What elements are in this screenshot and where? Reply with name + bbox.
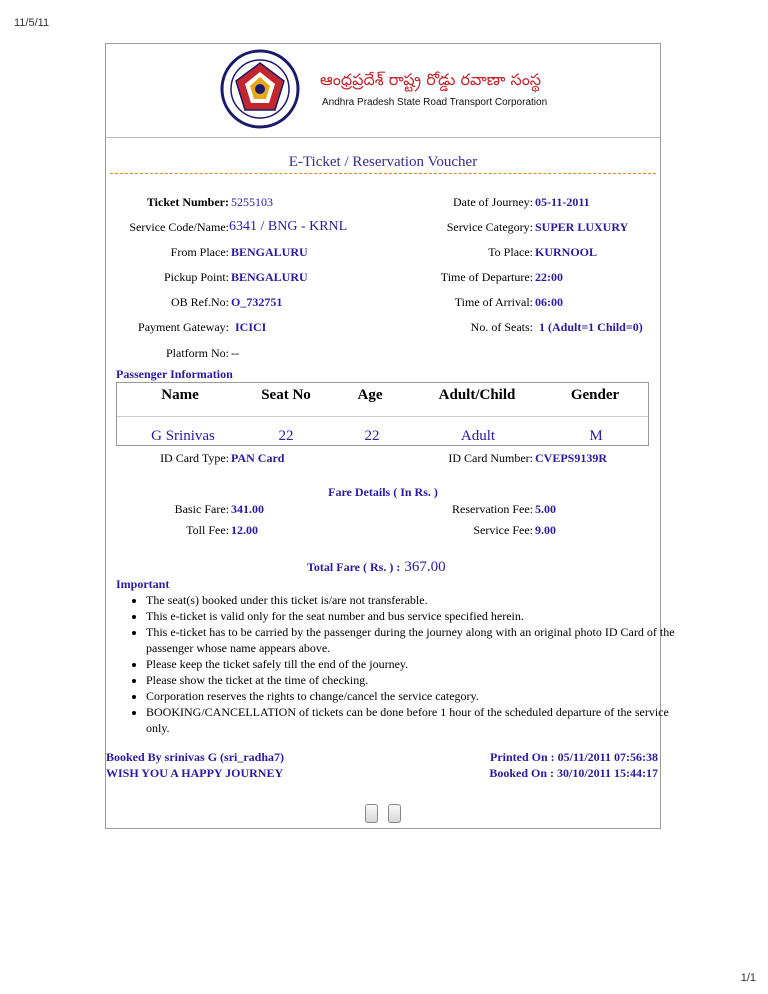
time-of-departure-value: 22:00 [535,270,563,284]
passenger-gender: M [589,428,603,444]
no-of-seats-label: No. of Seats: [470,320,533,334]
service-code-label: Service Code/Name: [129,220,229,234]
col-header-name: Name [161,387,199,403]
payment-gateway-label: Payment Gateway: [138,320,229,334]
platform-no-value: -- [231,346,239,360]
total-fare-value: 367.00 [404,559,446,575]
passenger-name: G Srinivas [151,428,215,444]
org-name-telugu: ఆంధ్రప్రదేశ్ రాష్ట్ర రోడ్డు రవాణా సంస్థ [320,70,542,89]
passenger-seat: 22 [278,428,294,444]
important-title: Important [116,577,170,591]
booked-by: Booked By srinivas G (sri_radha7) [106,750,285,764]
printed-on: Printed On : 05/11/2011 07:56:38 [490,750,658,764]
reservation-fee-value: 5.00 [535,502,556,516]
col-header-seat: Seat No [261,387,311,403]
print-date: 11/5/11 [14,17,50,29]
passenger-table-divider [117,416,648,417]
time-of-arrival-label: Time of Arrival: [454,295,533,309]
time-of-arrival-value: 06:00 [535,295,563,309]
service-category-value: SUPER LUXURY [535,220,629,234]
col-header-gender: Gender [570,387,620,403]
org-name-english: Andhra Pradesh State Road Transport Corporation [322,97,548,108]
close-button[interactable] [388,804,401,823]
list-item: • This e-ticket is valid only for the seat number and bus service specified herein. [146,608,686,624]
ob-ref-value: O_732751 [231,295,283,309]
id-card-number-label: ID Card Number: [448,451,533,465]
list-item: • Please keep the ticket safely till the end of the journey. [146,656,686,672]
list-item: • Corporation reserves the rights to change/cancel the service category. [146,688,686,704]
list-item: • This e-ticket has to be carried by the passenger during the journey along with an original photo ID Card of the passenger whose name appears above. [146,624,686,656]
service-code-value: 6341 / BNG - KRNL [229,219,348,234]
toll-fee-value: 12.00 [231,523,258,537]
list-item: • BOOKING/CANCELLATION of tickets can be done before 1 hour of the scheduled departure of the service only. [146,704,686,736]
ticket-number-value: 5255103 [231,195,273,209]
pickup-point-label: Pickup Point: [163,270,229,284]
toll-fee-label: Toll Fee: [186,523,229,537]
date-of-journey-label: Date of Journey: [453,195,533,209]
basic-fare-label: Basic Fare: [174,502,229,516]
pickup-point-value: BENGALURU [231,270,308,284]
wish-message: WISH YOU A HAPPY JOURNEY [106,766,284,780]
to-place-label: To Place: [488,245,533,259]
col-header-adult-child: Adult/Child [438,387,516,403]
total-fare [307,558,446,576]
payment-gateway-value: ICICI [235,320,267,334]
passenger-adult-child: Adult [460,428,496,444]
print-button[interactable] [365,804,378,823]
id-card-type-value: PAN Card [231,451,285,465]
ob-ref-label: OB Ref.No: [171,295,229,309]
fare-section-title: Fare Details ( In Rs. ) [328,485,438,499]
passenger-age: 22 [364,428,380,444]
ticket-number-label: Ticket Number: [146,195,229,209]
to-place-value: KURNOOL [535,245,598,259]
reservation-fee-label: Reservation Fee: [452,502,533,516]
service-fee-label: Service Fee: [473,523,533,537]
from-place-value: BENGALURU [231,245,308,259]
page-number: 1/1 [740,972,756,984]
list-item: • The seat(s) booked under this ticket is/are not transferable. [146,592,686,608]
from-place-label: From Place: [170,245,229,259]
booked-on: Booked On : 30/10/2011 15:44:17 [489,766,658,780]
total-fare-label: Total Fare ( Rs. ) : [307,560,401,574]
no-of-seats-value: 1 (Adult=1 Child=0) [539,320,643,334]
date-of-journey-value: 05-11-2011 [535,195,590,209]
service-category-label: Service Category: [446,220,533,234]
id-card-number-value: CVEPS9139R [535,451,608,465]
platform-no-label: Platform No: [166,346,229,360]
basic-fare-value: 341.00 [231,502,264,516]
passenger-section-title: Passenger Information [116,367,233,381]
title-divider [110,173,656,174]
service-fee-value: 9.00 [535,523,556,537]
id-card-type-label: ID Card Type: [160,451,229,465]
voucher-title: E-Ticket / Reservation Voucher [288,154,478,170]
col-header-age: Age [357,387,383,403]
list-item: • Please show the ticket at the time of checking. [146,672,686,688]
important-list [126,592,686,736]
time-of-departure-label: Time of Departure: [440,270,533,284]
